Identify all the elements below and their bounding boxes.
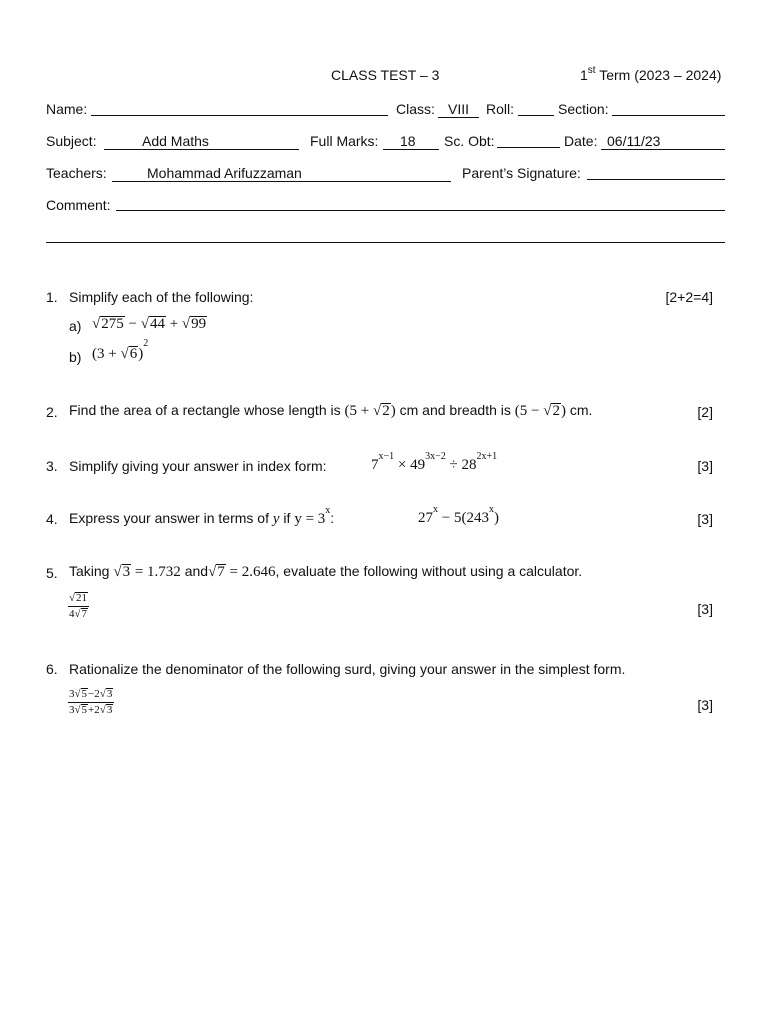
q1-marks: [2+2=4] (665, 289, 713, 305)
q2-marks: [2] (697, 404, 713, 420)
q6-fraction: $\frac{3√5-2√3}{3√5+2√3}$ (69, 688, 113, 716)
q6-text: Rationalize the denominator of the following surd, giving your answer in the simplest form. (69, 661, 626, 677)
parent-signature-field[interactable] (587, 179, 725, 180)
comment-label: Comment: (46, 197, 111, 213)
q4-marks: [3] (697, 511, 713, 527)
comment-field[interactable] (116, 210, 725, 211)
subject-value: Add Maths (142, 133, 209, 149)
subject-label: Subject: (46, 133, 97, 149)
term-label (580, 67, 721, 83)
date-label: Date: (564, 133, 598, 149)
class-field[interactable]: VIII (438, 101, 479, 118)
q4-expression: $27^x - 5(243^x)$ (418, 504, 499, 526)
q2-breadth: (5 − √2) (514, 403, 566, 419)
test-title: CLASS TEST – 3 (331, 67, 440, 83)
name-label: Name: (46, 101, 88, 117)
term-number: 1 (580, 67, 588, 83)
q4-condition: $y = 3^x$ (294, 505, 331, 527)
q5-sqrt7: √7 = 2.646 (208, 564, 276, 580)
subject-field[interactable] (104, 133, 299, 150)
q6-number: 6. (46, 661, 58, 677)
class-label: Class: (396, 101, 435, 117)
term-years: Term (2023 – 2024) (595, 67, 722, 83)
date-field[interactable] (601, 133, 725, 150)
full-marks-value: 18 (400, 133, 416, 149)
score-obtained-field[interactable] (497, 147, 560, 148)
score-obtained-label: Sc. Obt: (444, 133, 495, 149)
q5-sqrt3: √3 = 1.732 (113, 564, 181, 580)
q5-text: Taking √3 = 1.732 and√7 = 2.646, evaluate the following without using a calculator. (69, 563, 583, 580)
q3-marks: [3] (697, 458, 713, 474)
q2-length: (5 + √2) (344, 403, 396, 419)
section-label: Section: (558, 101, 609, 117)
name-field[interactable] (91, 115, 388, 116)
q5-number: 5. (46, 565, 58, 581)
full-marks-field[interactable] (383, 133, 439, 150)
teachers-label: Teachers: (46, 165, 107, 181)
q4-number: 4. (46, 511, 58, 527)
q1-number: 1. (46, 289, 58, 305)
q1a-expression: √275 − √44 + √99 (92, 316, 207, 332)
q3-number: 3. (46, 458, 58, 474)
roll-field[interactable] (518, 115, 554, 116)
q3-text: Simplify giving your answer in index form: (69, 458, 327, 474)
q2-text: Find the area of a rectangle whose length is (5 + √2) cm and breadth is (5 − √2) cm. (69, 402, 593, 419)
parent-signature-label: Parent’s Signature: (462, 165, 581, 181)
teachers-field[interactable] (112, 165, 451, 182)
comment-field-line-2[interactable] (46, 242, 725, 243)
full-marks-label: Full Marks: (310, 133, 379, 149)
term-ordinal: st (587, 65, 596, 77)
q1b-label: b) (69, 349, 82, 365)
date-value: 06/11/23 (607, 133, 661, 149)
q4-text: Express your answer in terms of y if $y = 3^x$: (69, 505, 335, 527)
q5-fraction: $\frac{√21}{4√7}$ (69, 592, 88, 620)
q2-number: 2. (46, 404, 58, 420)
q5-marks: [3] (697, 601, 713, 617)
roll-label: Roll: (486, 101, 515, 117)
section-field[interactable] (612, 115, 725, 116)
q1a-label: a) (69, 318, 82, 334)
teachers-value: Mohammad Arifuzzaman (147, 165, 302, 181)
q1-text: Simplify each of the following: (69, 289, 254, 305)
q1b-expression: $(3 + √6)^2$ (92, 338, 149, 362)
q6-marks: [3] (697, 697, 713, 713)
q3-expression: $7^{x-1} \times 49^{3x-2} \div 28^{2x+1}$ (371, 451, 498, 473)
